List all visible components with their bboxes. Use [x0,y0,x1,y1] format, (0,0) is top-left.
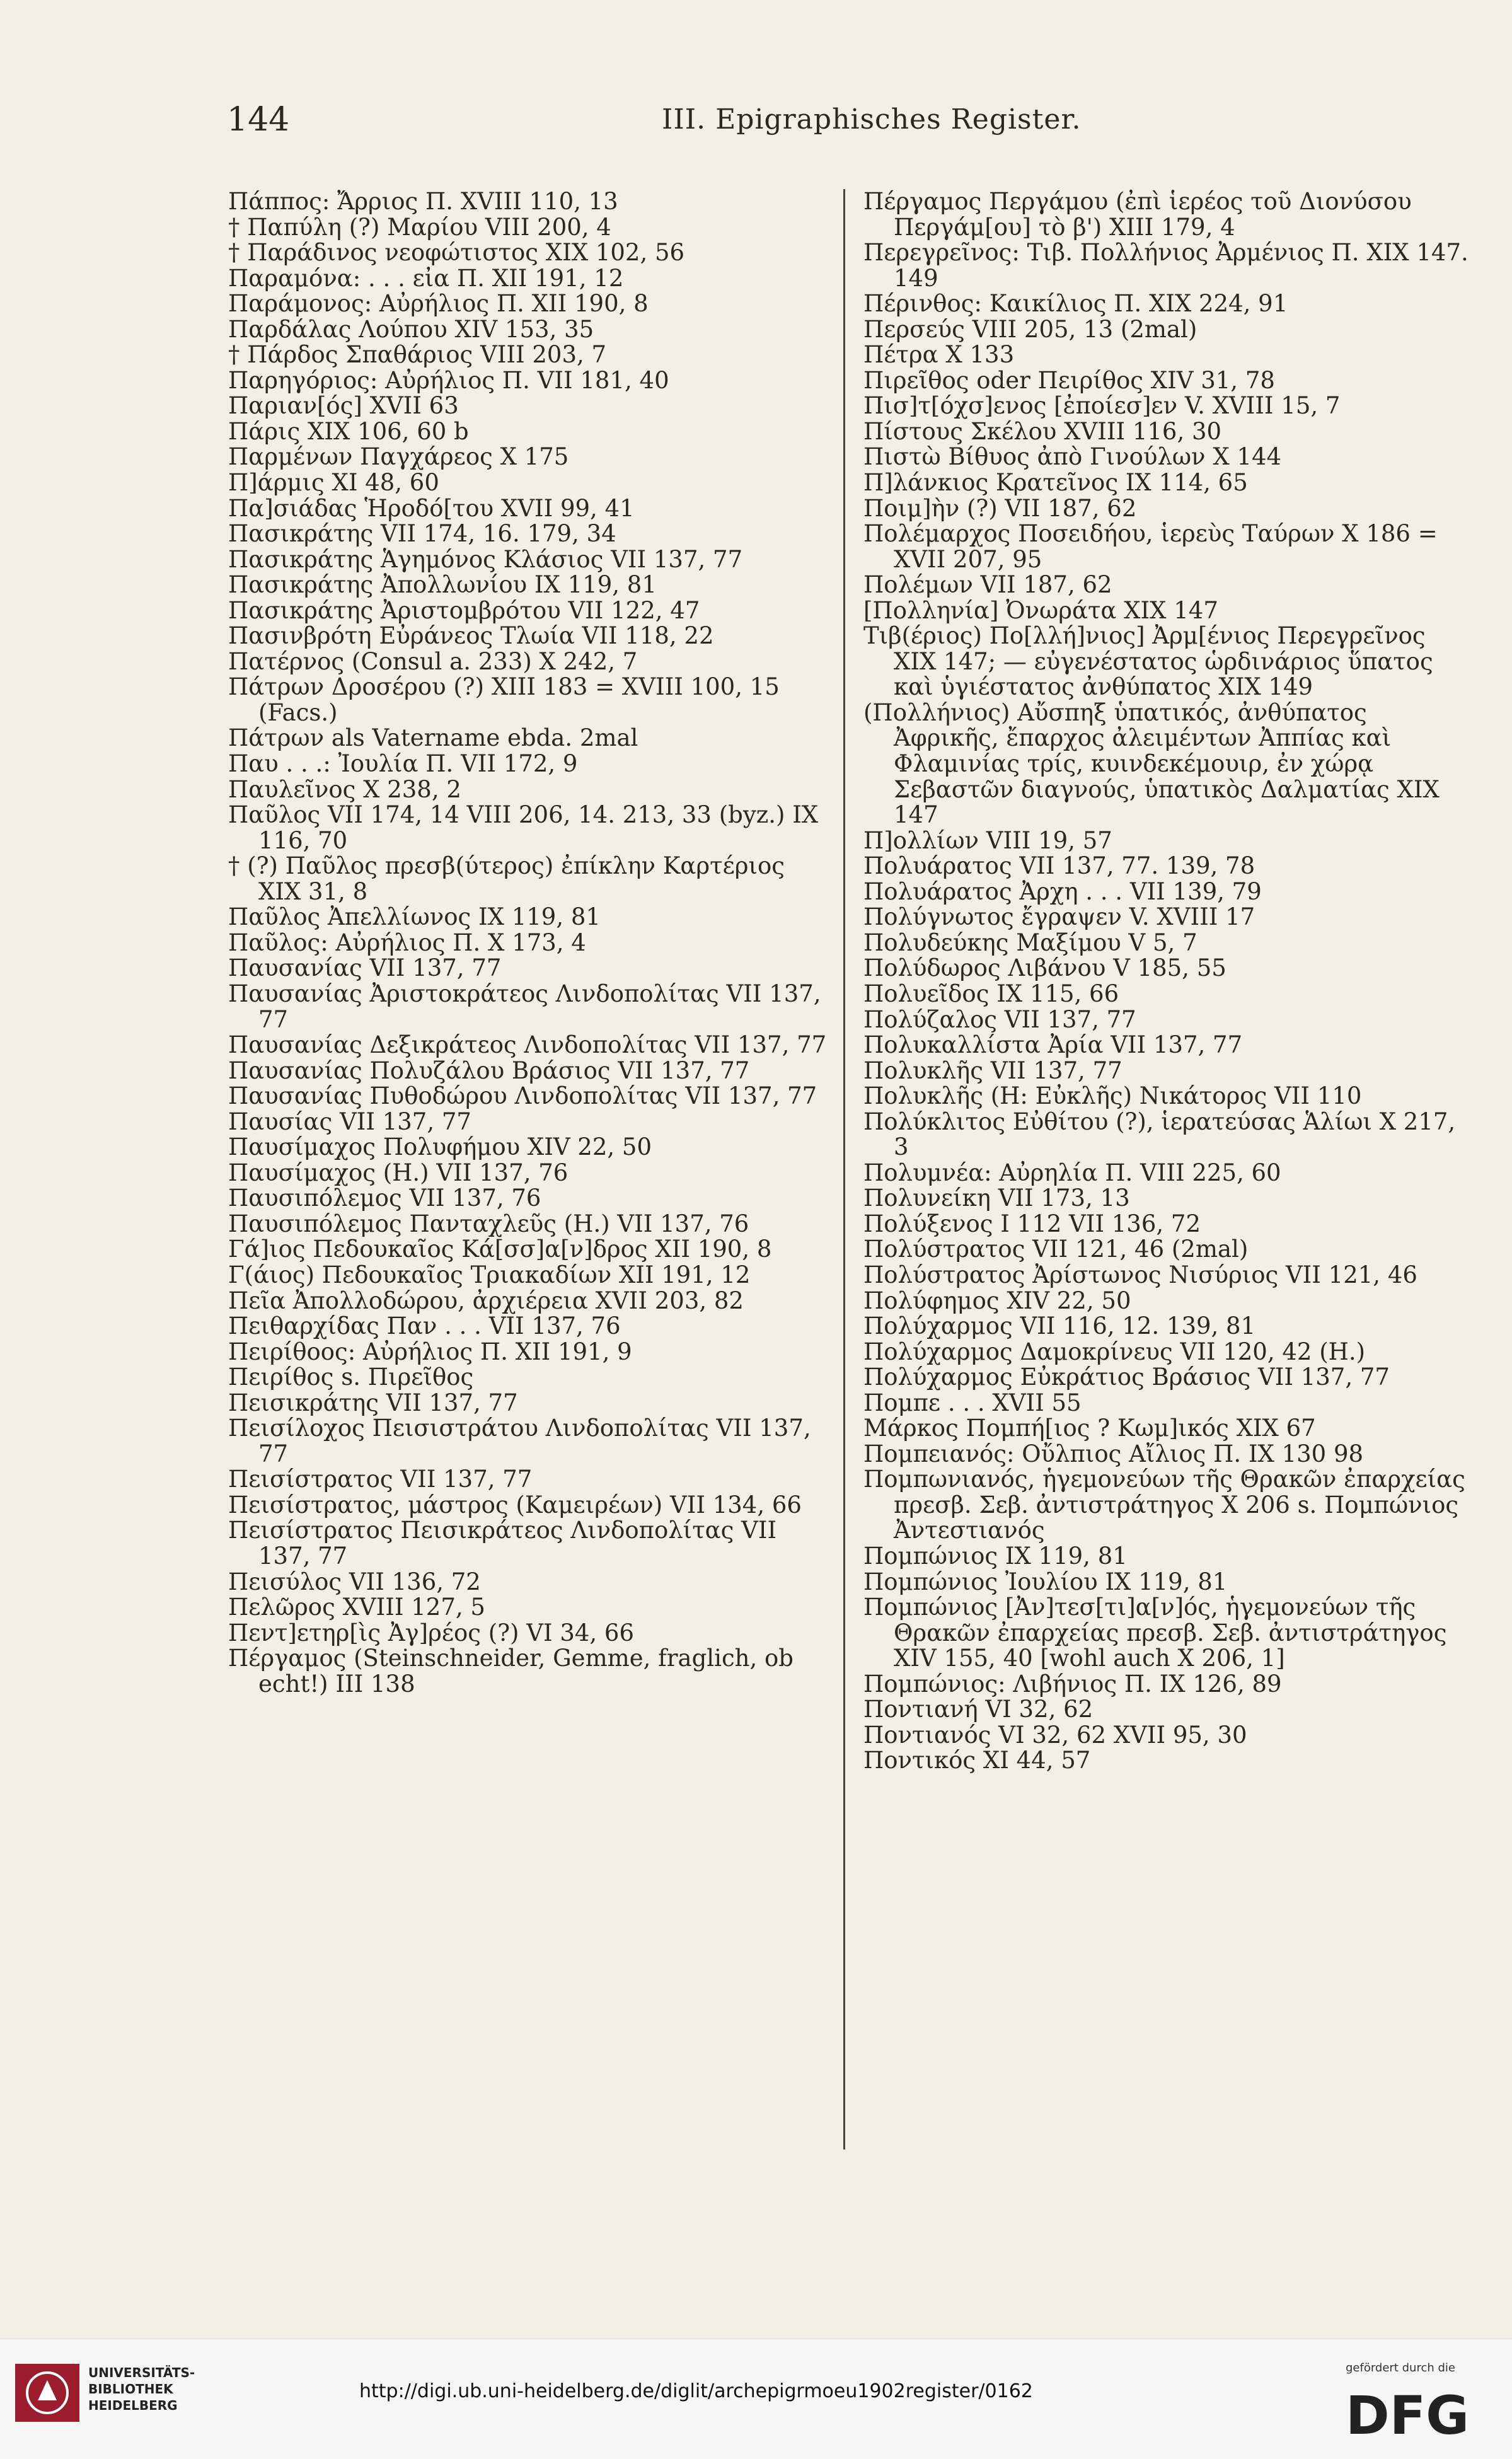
register-entry: Πασικράτης Ἁγημόνος Κλάσιος VII 137, 77 [228,545,743,573]
register-entry: Πολυδεύκης Μαξίμου V 5, 7 [863,929,1197,956]
register-entry: Παράμονος: Αὐρήλιος Π. XII 190, 8 [228,290,649,318]
register-entry: Παυσανίας Ἀριστοκράτεος Λινδοπολίτας VII 137, 77 [228,980,829,1033]
register-entry: Παυσίας VII 137, 77 [228,1108,471,1135]
institution-line: HEIDELBERG [88,2398,178,2413]
register-entry: Πεισικράτης VII 137, 77 [228,1389,518,1416]
digitization-footer [0,2339,1512,2459]
register-entry: † Παράδινος νεοφώτιστος XIX 102, 56 [228,239,685,267]
institution-line: UNIVERSITÄTS- [88,2365,195,2380]
register-entry: Πομπειανός: Οὔλπιος Αἴλιος Π. IX 130 98 [863,1440,1364,1467]
register-entry: Παραμόνα: . . . εἰα Π. XII 191, 12 [228,264,624,292]
register-entry: Πολύφημος XIV 22, 50 [863,1287,1131,1314]
register-entry: Πολύχαρμος Εὐκράτιος Βράσιος VII 137, 77 [863,1363,1390,1391]
register-entry: † Πάρδος Σπαθάριος VIII 203, 7 [228,341,607,369]
register-entry: Πιρεῖθος oder Πειρίθος XIV 31, 78 [863,366,1275,394]
register-entry: Παῦλος VII 174, 14 VIII 206, 14. 213, 33 (byz.) IX 116, 70 [228,801,826,854]
register-entry: Π]λάνκιος Κρατεῖνος IX 114, 65 [863,469,1248,497]
register-entry: Πολέμων VII 187, 62 [863,571,1112,599]
register-entry: Πασινβρότη Εὐράνεος Τλωία VII 118, 22 [228,622,714,650]
register-entry: Πέργαμος (Steinschneider, Gemme, fraglich, ob echt!) III 138 [228,1645,801,1698]
university-library-name [88,2364,195,2414]
register-entry: Πολυκλῆς VII 137, 77 [863,1056,1122,1084]
register-entry: Παρμένων Παγχάρεος X 175 [228,443,569,471]
register-entry: Πολέμαρχος Ποσειδήου, ἱερεὺς Ταύρων X 186 = XVII 207, 95 [863,520,1445,573]
register-entry: Πειρίθοος: Αὐρήλιος Π. XII 191, 9 [228,1338,632,1365]
register-entry: Πολύστρατος VII 121, 46 (2mal) [863,1235,1249,1263]
register-entry: Παῦλος: Αὐρήλιος Π. X 173, 4 [228,929,586,956]
register-entry: † (?) Παῦλος πρεσβ(ύτερος) ἐπίκλην Καρτέριος XIX 31, 8 [228,852,792,905]
register-entry: Τιβ(έριος) Πο[λλή]νιος] Ἀρμ[ένιος Περεγρεῖνος XIX 147; — εὐγενέστατος ὡρδινάριος ὕπατος καὶ ὑγιέστατος ἀνθύπατος XIX 149 [863,622,1441,701]
register-entry: Περεγρεῖνος: Τιβ. Πολλήνιος Ἀρμένιος Π. XIX 147. 149 [863,239,1476,292]
register-entry: Παυσίμαχος (Η.) VII 137, 76 [228,1159,568,1186]
register-entry: Πιστὼ Βίθυος ἀπὸ Γινούλων X 144 [863,443,1282,471]
register-entry: Γά]ιος Πεδουκαῖος Κά[σσ]α[ν]δρος XII 190, 8 [228,1235,772,1263]
register-entry: Γ(άιος) Πεδουκαῖος Τριακαδίων XII 191, 12 [228,1261,751,1288]
register-entry: Παυσιπόλεμος VII 137, 76 [228,1184,541,1212]
register-entry: Πα]σιάδας Ἡροδό[του XVII 99, 41 [228,494,635,522]
dfg-logo-text: DFG [1346,2385,1470,2441]
register-entry: Πισ]τ[όχσ]ενος [ἐποίεσ]εν V. XVIII 15, 7 [863,392,1341,420]
register-entry: Ποιμ]ὴν (?) VII 187, 62 [863,494,1137,522]
register-entry: Πολυμνέα: Αὐρηλία Π. VIII 225, 60 [863,1159,1281,1186]
register-entry: Πελῶρος XVIII 127, 5 [228,1594,485,1621]
register-entry: Πεισίστρατος, μάστρος (Καμειρέων) VII 134, 66 [228,1491,802,1519]
register-entry: Πεῖα Ἀπολλοδώρου, ἀρχιέρεια XVII 203, 82 [228,1287,744,1314]
register-entry: Πολυνείκη VII 173, 13 [863,1184,1130,1212]
register-entry: † Παπύλη (?) Μαρίου VIII 200, 4 [228,213,611,241]
register-entry: Παυσίμαχος Πολυφήμου XIV 22, 50 [228,1133,652,1161]
register-entry: Πολυκλῆς (H: Εὐκλῆς) Νικάτορος VII 110 [863,1082,1362,1110]
register-entry: Πεισίλοχος Πεισιστράτου Λινδοπολίτας VII 137, 77 [228,1415,819,1467]
register-entry: Πειθαρχίδας Παν . . . VII 137, 76 [228,1312,621,1340]
register-entry: [Πολληνία] Ὀνωράτα XIX 147 [863,596,1218,624]
register-entry: Ποντικός XI 44, 57 [863,1747,1091,1774]
register-entry: Πειρίθος s. Πιρεῖθος [228,1363,474,1391]
register-entry: Πολυάρατος VII 137, 77. 139, 78 [863,852,1255,880]
register-entry: Πεντ]ετηρ[ὶς Ἀγ]ρέος (?) VI 34, 66 [228,1619,635,1646]
register-entry: Ποντιανή VI 32, 62 [863,1696,1094,1723]
register-entry: Πασικράτης Ἀπολλωνίου IX 119, 81 [228,571,657,599]
dfg-logo [1346,2385,1484,2441]
register-entry: Πολύχαρμος VII 116, 12. 139, 81 [863,1312,1256,1340]
institution-line: BIBLIOTHEK [88,2381,173,2397]
register-entry: Πασικράτης VII 174, 16. 179, 34 [228,520,616,548]
permalink-url[interactable]: http://digi.ub.uni-heidelberg.de/diglit/archepigrmoeu1902register/0162 [359,2380,1033,2402]
register-entry: Πολύχαρμος Δαμοκρίνευς VII 120, 42 (H.) [863,1338,1366,1365]
page-number: 144 [227,101,290,139]
register-entry: Πάρις XIX 106, 60 b [228,417,469,445]
register-entry: Πέργαμος Περγάμου (ἐπὶ ἱερέος τοῦ Διονύσου Περγάμ[ου] τὸ β') XIII 179, 4 [863,188,1419,241]
register-entry: Περσεύς VIII 205, 13 (2mal) [863,315,1197,343]
register-entry: Παυ . . .: Ἰουλία Π. VII 172, 9 [228,750,578,778]
register-entry: Πολύκλιτος Εὐθίτου (?), ἱερατεύσας Ἁλίωι X 217, 3 [863,1108,1463,1161]
register-entry: Πίστους Σκέλου XVIII 116, 30 [863,417,1222,445]
register-entry: Πατέρνος (Consul a. 233) X 242, 7 [228,647,638,675]
register-entry: Πασικράτης Ἀριστομβρότου VII 122, 47 [228,596,700,624]
register-entry: Παυσανίας Πολυζάλου Βράσιος VII 137, 77 [228,1056,750,1084]
register-entry: Πομπώνιος [Ἀν]τεσ[τι]α[ν]ός, ἡγεμονεύων τῆς Θρακῶν ἐπαρχείας πρεσβ. Σεβ. ἀντιστράτηγος XIV 155, 40 [wohl auch X 206, 1] [863,1594,1455,1672]
register-entry: Π]ολλίων VIII 19, 57 [863,826,1112,854]
page-header [0,95,1512,151]
register-entry: Μάρκος Πομπή[ιος ? Κωμ]ικός XIX 67 [863,1415,1316,1442]
register-entry: Πάτρων als Vatername ebda. 2mal [228,724,638,752]
register-entry: (Πολλήνιος) Αὔσπηξ ὑπατικός, ἀνθύπατος Ἀφρικῆς, ἔπαρχος ἀλειμέντων Ἀππίας καὶ Φλαμινίας τρίς, κυινδεκέμουιρ, ἐν χώρᾳ Σεβαστῶν διαγνούς, ὑπατικὸς Δαλματίας XIX 147 [863,698,1447,829]
register-entry: Πομπώνιος IX 119, 81 [863,1542,1128,1570]
register-entry: Παυσιπόλεμος Πανταχλεῦς (Η.) VII 137, 76 [228,1210,749,1237]
register-entry: Πολύδωρος Λιβάνου V 185, 55 [863,954,1226,982]
register-entry: Πάτρων Δροσέρου (?) XIII 183 = XVIII 100, 15 (Facs.) [228,673,787,726]
register-entry: Πεισίστρατος Πεισικράτεος Λινδοπολίτας VII 137, 77 [228,1517,784,1570]
university-seal-icon [13,2361,82,2424]
register-entry: Παῦλος Ἀπελλίωνος IX 119, 81 [228,903,601,931]
register-entry: Πομπωνιανός, ἡγεμονεύων τῆς Θρακῶν ἐπαρχείας πρεσβ. Σεβ. ἀντιστράτηγος X 206 s. Πομπώνιος Ἀντεστιανός [863,1466,1473,1544]
register-entry: Πεισύλος VII 136, 72 [228,1568,481,1595]
register-entry: Πολύστρατος Ἀρίστωνος Νισύριος VII 121, 46 [863,1261,1417,1288]
register-entry: Πολύξενος I 112 VII 136, 72 [863,1210,1201,1237]
register-entry: Πομπε . . . XVII 55 [863,1389,1082,1416]
register-entry: Πεισίστρατος VII 137, 77 [228,1466,533,1493]
register-entry: Παριαν[ός] XVII 63 [228,392,459,420]
register-column-right [863,188,1476,1774]
register-entry: Πολυκαλλίστα Ἀρία VII 137, 77 [863,1031,1243,1059]
running-head: III. Epigraphisches Register. [662,103,1082,136]
register-entry: Πέτρα X 133 [863,341,1015,369]
register-entry: Παυσανίας Πυθοδώρου Λινδοπολίτας VII 137, 77 [228,1082,817,1110]
register-entry: Πολυάρατος Ἀρχη . . . VII 139, 79 [863,877,1262,905]
funding-note: gefördert durch die [1346,2361,1455,2375]
register-entry: Παρηγόριος: Αὐρήλιος Π. VII 181, 40 [228,366,669,394]
register-entry: Πέρινθος: Καικίλιος Π. XIX 224, 91 [863,290,1288,318]
register-entry: Παυσανίας Δεξικράτεος Λινδοπολίτας VII 137, 77 [228,1031,827,1059]
register-entry: Πομπώνιος: Λιβήνιος Π. IX 126, 89 [863,1670,1282,1698]
column-divider [843,189,845,2149]
register-entry: Πάππος: Ἄρριος Π. XVIII 110, 13 [228,188,618,215]
register-entry: Παυσανίας VII 137, 77 [228,954,502,982]
register-entry: Πολύζαλος VII 137, 77 [863,1005,1136,1033]
register-entry: Ποντιανός VI 32, 62 XVII 95, 30 [863,1721,1247,1749]
register-entry: Παυλεῖνος X 238, 2 [228,775,461,803]
register-entry: Παρδάλας Λούπου XIV 153, 35 [228,315,594,343]
register-entry: Πομπώνιος Ἰουλίου IX 119, 81 [863,1568,1228,1595]
register-entry: Πολύγνωτος ἔγραψεν V. XVIII 17 [863,903,1255,931]
register-entry: Π]άρμις XI 48, 60 [228,469,439,497]
register-entry: Πολυεῖδος IX 115, 66 [863,980,1119,1007]
register-column-left [228,189,833,1697]
